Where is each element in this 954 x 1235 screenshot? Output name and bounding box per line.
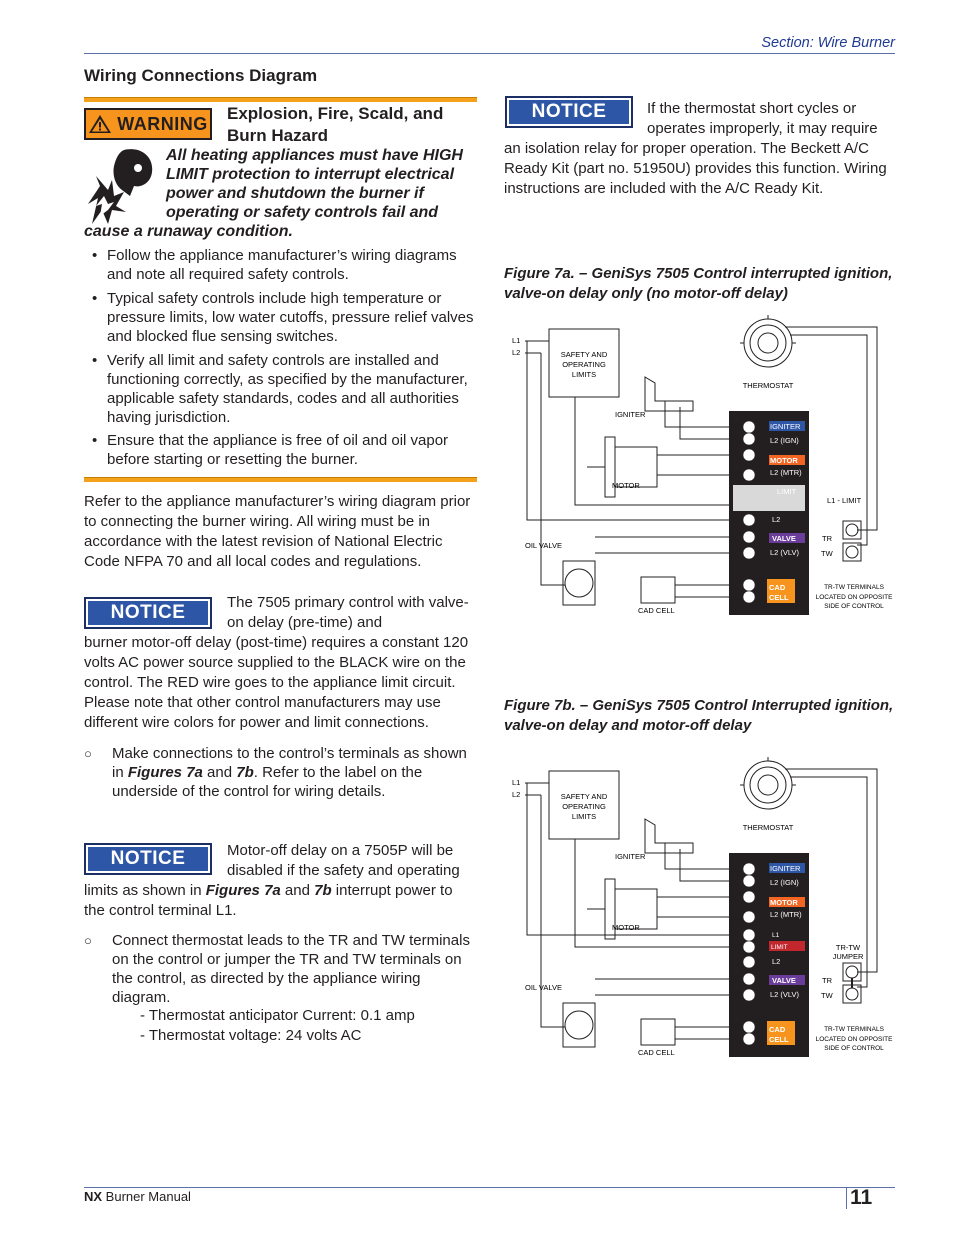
svg-text:L2 (MTR): L2 (MTR) (770, 468, 802, 477)
svg-text:THERMOSTAT: THERMOSTAT (742, 381, 794, 390)
svg-text:SIDE OF CONTROL: SIDE OF CONTROL (824, 603, 884, 610)
hazard-line-5: cause a runaway condition. (84, 223, 293, 240)
warning-bullet: • Typical safety controls include high temperature or pressure limits, low water cutoffs, pressure relief valves and blocked flue sensing switches. (92, 290, 474, 345)
notice1-rest: burner motor-off delay (post-time) requires a constant 120 volts AC power source supplied to the BLACK wire on the control. The RED wire goes to the appliance limit circuit. Please note that other control manufacturers may use different wire colors for power and limit connections. (84, 634, 469, 731)
footer-rule (84, 1187, 895, 1188)
svg-text:L2: L2 (772, 515, 781, 524)
svg-text:IGNITER: IGNITER (770, 422, 801, 431)
hazard-line-1: All heating appliances must have HIGH (166, 147, 463, 164)
intro-paragraph: Refer to the appliance manufacturer’s wiring diagram prior to connecting the burner wiring. All wiring must be in accordance with the latest revision of National Electric Code NFPA 70 and all local codes and regulations. (84, 493, 471, 570)
hazard-line-4: operating or safety controls fail and (166, 204, 439, 221)
svg-text:THERMOSTAT: THERMOSTAT (742, 823, 794, 832)
svg-text:TR: TR (822, 976, 832, 985)
svg-text:L1: L1 (772, 932, 780, 939)
notice-badge: NOTICE (84, 597, 212, 629)
svg-text:SAFETY AND: SAFETY AND (560, 350, 608, 359)
svg-text:LIMITS: LIMITS (571, 812, 597, 821)
svg-text:VALVE: VALVE (772, 976, 796, 985)
hazard-heading-line-1: Explosion, Fire, Scald, and (227, 104, 444, 123)
svg-text:CELL: CELL (769, 593, 789, 602)
svg-text:L2 (IGN): L2 (IGN) (770, 436, 799, 445)
notice2-rest: limits as shown in Figures 7a and 7b interrupt power to the control terminal L1. (84, 882, 453, 919)
notice3-first: If the thermostat short cycles or operates improperly, it may require (647, 100, 878, 137)
hazard-line-2: LIMIT protection to interrupt electrical (166, 166, 455, 183)
section-header: Section: Wire Burner (761, 35, 895, 51)
step-make-connections: ○ Make connections to the control’s terminals as shown in Figures 7a and 7b. Refer to the label on the underside of the control for wiring details. (84, 745, 467, 800)
svg-text:LIMIT: LIMIT (771, 944, 788, 951)
figure-7b-caption: Figure 7b. – GeniSys 7505 Control Interrupted ignition, valve-on delay and motor-off delay (504, 697, 894, 734)
notice1-first: The 7505 primary control with valve-on delay (pre-time) and (227, 594, 469, 631)
warning-top-rule (84, 97, 477, 102)
svg-text:JUMPER: JUMPER (832, 952, 864, 961)
svg-text:SAFETY AND: SAFETY AND (560, 792, 608, 801)
svg-text:LIMIT: LIMIT (777, 487, 797, 496)
svg-text:LIMITS: LIMITS (571, 370, 597, 379)
svg-text:TR-TW TERMINALS: TR-TW TERMINALS (824, 1026, 884, 1033)
figure-7b-diagram (505, 757, 895, 1057)
svg-text:L2: L2 (512, 790, 521, 799)
svg-text:L2 (VLV): L2 (VLV) (770, 548, 800, 557)
svg-text:CAD CELL: CAD CELL (638, 1048, 675, 1057)
svg-text:L2 (VLV): L2 (VLV) (770, 990, 800, 999)
svg-text:LOCATED ON OPPOSITE: LOCATED ON OPPOSITE (815, 1036, 893, 1043)
figure-7a-diagram (505, 315, 895, 615)
hazard-heading-line-2: Burn Hazard (227, 126, 329, 145)
svg-text:MOTOR: MOTOR (612, 923, 640, 932)
svg-text:TW: TW (821, 991, 833, 1000)
svg-text:CELL: CELL (769, 1035, 789, 1044)
warning-bullet: • Follow the appliance manufacturer’s wiring diagrams and note all required safety controls. (92, 247, 457, 283)
page-title: Wiring Connections Diagram (84, 66, 318, 85)
hazard-heading (227, 103, 477, 147)
page-number-divider (846, 1187, 847, 1209)
notice-badge: NOTICE (84, 843, 212, 875)
warning-triangle-icon (88, 114, 112, 134)
svg-text:OPERATING: OPERATING (562, 802, 606, 811)
spec-current: - Thermostat anticipator Current: 0.1 amp (140, 1007, 415, 1024)
svg-text:IGNITER: IGNITER (615, 410, 646, 419)
svg-text:LOCATED ON OPPOSITE: LOCATED ON OPPOSITE (815, 594, 893, 601)
warning-bullet: • Verify all limit and safety controls are installed and functioning correctly, as specified by the manufacturer, applicable safety standards, codes and all authorities having jurisdiction. (92, 352, 468, 426)
svg-text:SIDE OF CONTROL: SIDE OF CONTROL (824, 1045, 884, 1052)
header-rule (84, 53, 895, 54)
figure-7a-caption: Figure 7a. – GeniSys 7505 Control interrupted ignition, valve-on delay only (no motor-off delay) (504, 265, 893, 302)
svg-text:L1: L1 (512, 778, 521, 787)
warning-badge (84, 108, 212, 140)
step-thermostat: ○ Connect thermostat leads to the TR and TW terminals on the control or jumper the TR and TW terminals on the control, as directed by the appliance wiring diagram. (84, 932, 470, 1006)
spec-voltage: - Thermostat voltage: 24 volts AC (140, 1027, 362, 1044)
notice2-first: Motor-off delay on a 7505P will be disabled if the safety and operating (227, 842, 460, 879)
hazard-body (84, 146, 477, 241)
notice3-rest: an isolation relay for proper operation. The Beckett A/C Ready Kit (part no. 51950U) provides this function. Wiring instructions are included with the A/C Ready Kit. (504, 140, 887, 197)
svg-text:IGNITER: IGNITER (615, 852, 646, 861)
svg-text:TR-TW TERMINALS: TR-TW TERMINALS (824, 584, 884, 591)
svg-text:L2: L2 (512, 348, 521, 357)
warning-bottom-rule (84, 477, 477, 482)
svg-text:TR: TR (822, 534, 832, 543)
svg-text:TR-TW: TR-TW (835, 943, 861, 952)
svg-text:L2 (IGN): L2 (IGN) (770, 878, 799, 887)
svg-text:L1 - LIMIT: L1 - LIMIT (827, 496, 862, 505)
svg-text:L2: L2 (772, 957, 781, 966)
warning-bullet: • Ensure that the appliance is free of oil and oil vapor before starting or resetting the burner. (92, 432, 449, 468)
svg-text:OPERATING: OPERATING (562, 360, 606, 369)
svg-text:MOTOR: MOTOR (770, 456, 798, 465)
notice-badge: NOTICE (505, 96, 633, 128)
svg-text:MOTOR: MOTOR (612, 481, 640, 490)
circle-bullet-icon: ○ (84, 933, 92, 948)
svg-text:CAD CELL: CAD CELL (638, 606, 675, 615)
svg-text:OIL VALVE: OIL VALVE (525, 541, 562, 550)
footer-manual-name: NX Burner Manual (84, 1189, 191, 1204)
circle-bullet-icon: ○ (84, 746, 92, 761)
svg-text:CAD: CAD (769, 1025, 786, 1034)
svg-text:IGNITER: IGNITER (770, 864, 801, 873)
svg-text:OIL VALVE: OIL VALVE (525, 983, 562, 992)
page-number: 11 (850, 1186, 873, 1209)
svg-text:L2 (MTR): L2 (MTR) (770, 910, 802, 919)
svg-text:MOTOR: MOTOR (770, 898, 798, 907)
svg-text:L1: L1 (512, 336, 521, 345)
warning-badge-label: WARNING (117, 113, 208, 134)
svg-text:VALVE: VALVE (772, 534, 796, 543)
svg-text:CAD: CAD (769, 583, 786, 592)
svg-text:TW: TW (821, 549, 833, 558)
hazard-line-3: power and shutdown the burner if (166, 185, 424, 202)
